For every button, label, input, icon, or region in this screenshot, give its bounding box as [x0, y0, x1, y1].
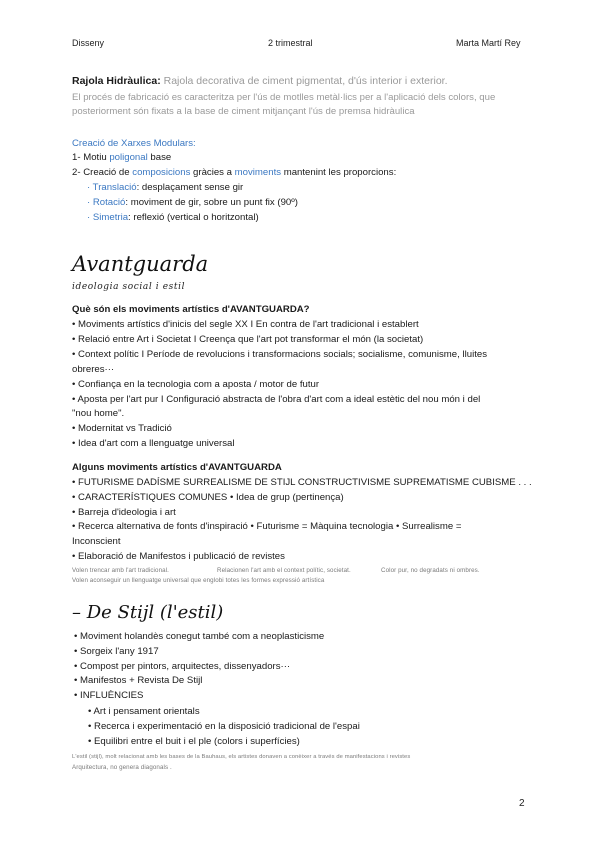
- list-item: • Confiança en la tecnologia com a aposta / motor de futur: [72, 378, 320, 390]
- header-course: Disseny: [72, 38, 105, 48]
- list-item: • Equilibri entre el buit i el ple (colors i superfícies): [88, 736, 300, 747]
- destijl-note-2: Arquitectura, no genera diagonals .: [72, 764, 172, 771]
- list-item: • Context polític I Període de revolucions i transformacions socials; socialisme, comunisme, lluites: [72, 348, 487, 360]
- xarxes-step2-a: 2- Creació de: [72, 167, 133, 178]
- list-item: obreres···: [72, 363, 115, 375]
- avantguarda-subtitle: ideologia social i estil: [72, 282, 186, 292]
- rajola-line1: [72, 75, 448, 88]
- page-number: 2: [519, 798, 525, 809]
- avantguarda-note-1a: Volen trencar amb l'art tradicional.: [72, 567, 169, 574]
- rajola-line2: El procés de fabricació es caracteritza per l'ús de motlles metàl·lics per a l'aplicació dels colors, que: [72, 92, 496, 103]
- list-item: • Art i pensament orientals: [88, 706, 200, 717]
- list-item: • Moviment holandès conegut també com a neoplasticisme: [74, 631, 325, 642]
- avantguarda-movements-list: [72, 476, 532, 565]
- list-item: • Aposta per l'art pur I Configuració abstracta de l'obra d'art com a ideal estètic del nou món i del: [72, 393, 481, 405]
- xarxes-rotacio: [87, 196, 298, 209]
- rotacio-desc: : moviment de gir, sobre un punt fix (90º): [125, 197, 298, 208]
- xarxes-step2-d: moviments: [234, 167, 282, 178]
- xarxes-step2-e: mantenint les proporcions:: [281, 167, 397, 178]
- xarxes-translacio: [87, 181, 243, 194]
- xarxes-step1-b: poligonal: [109, 152, 148, 163]
- rajola-title: Rajola Hidràulica:: [72, 75, 161, 87]
- rajola-line3: posteriorment són fixats a la base de ciment mitjançant l'ús de premsa hidràulica: [72, 106, 415, 117]
- list-item: • Modernitat vs Tradició: [72, 423, 172, 435]
- xarxes-step1-c: base: [147, 152, 172, 163]
- list-item: • Relació entre Art i Societat I Creença que l'art pot transformar el món (la societat): [72, 333, 424, 345]
- destijl-influences-list: [88, 704, 360, 749]
- simetria-label: · Simetria: [87, 212, 129, 223]
- simetria-desc: : reflexió (vertical o horitzontal): [128, 212, 259, 223]
- translacio-desc: : desplaçament sense gir: [136, 182, 244, 193]
- xarxes-step2-b: composicions: [132, 167, 191, 178]
- destijl-note-1: L'estil (stijl), molt relacionat amb les bases de la Bauhaus, els artistes donaven a conèixer a través de manifestacions i revistes: [72, 754, 411, 760]
- list-item: • CARACTERÍSTIQUES COMUNES • Idea de grup (pertinença): [72, 491, 344, 503]
- list-item: • Compost per pintors, arquitectes, dissenyadors···: [74, 660, 291, 672]
- xarxes-step1: [72, 151, 171, 164]
- xarxes-heading: Creació de Xarxes Modulars:: [72, 138, 196, 149]
- header-term: 2 trimestral: [268, 38, 313, 48]
- avantguarda-note-2: Volen aconseguir un llenguatge universal que englobi totes les formes expressió artística: [72, 577, 325, 584]
- avantguarda-title: Avantguarda: [72, 252, 209, 276]
- list-item: • FUTURISME DADÍSME SURREALISME DE STIJL CONSTRUCTIVISME SUPREMATISME CUBISME . . .: [72, 477, 532, 488]
- rotacio-label: · Rotació: [87, 197, 126, 208]
- xarxes-simetria: [87, 211, 259, 224]
- avantguarda-question-list: [72, 318, 487, 452]
- destijl-list: [74, 630, 324, 704]
- list-item: Inconscient: [72, 536, 121, 548]
- list-item: • Recerca alternativa de fonts d'inspiració • Futurisme = Màquina tecnologia • Surrealisme =: [72, 521, 462, 533]
- destijl-title: – De Stijl (l'estil): [72, 602, 224, 623]
- list-item: • Moviments artístics d'inicis del segle XX I En contra de l'art tradicional i establert: [72, 319, 419, 330]
- list-item: • Sorgeix l'any 1917: [74, 645, 159, 657]
- avantguarda-question-heading: Què són els moviments artístics d'AVANTGUARDA?: [72, 304, 310, 315]
- list-item: • Recerca i experimentació en la disposició tradicional de l'espai: [88, 721, 360, 732]
- list-item: • INFLUÈNCIES: [74, 690, 144, 702]
- list-item: • Idea d'art com a llenguatge universal: [72, 438, 235, 450]
- avantguarda-movements-heading: Alguns moviments artístics d'AVANTGUARDA: [72, 462, 282, 473]
- header-author: Marta Martí Rey: [456, 38, 521, 48]
- list-item: • Elaboració de Manifestos i publicació de revistes: [72, 550, 285, 562]
- xarxes-step2-c: gràcies a: [190, 167, 235, 178]
- avantguarda-note-1b: Relacionen l'art amb el context polític, societat.: [217, 567, 351, 574]
- list-item: "nou home".: [72, 408, 125, 420]
- avantguarda-note-1c: Color pur, no degradats ni ombres.: [381, 567, 480, 574]
- rajola-subtitle: Rajola decorativa de ciment pigmentat, d'ús interior i exterior.: [163, 75, 448, 87]
- translacio-label: · Translació: [87, 182, 137, 193]
- list-item: • Manifestos + Revista De Stijl: [74, 675, 203, 687]
- xarxes-step2: [72, 166, 396, 179]
- list-item: • Barreja d'ideologia i art: [72, 506, 176, 518]
- xarxes-step1-a: 1- Motiu: [72, 152, 110, 163]
